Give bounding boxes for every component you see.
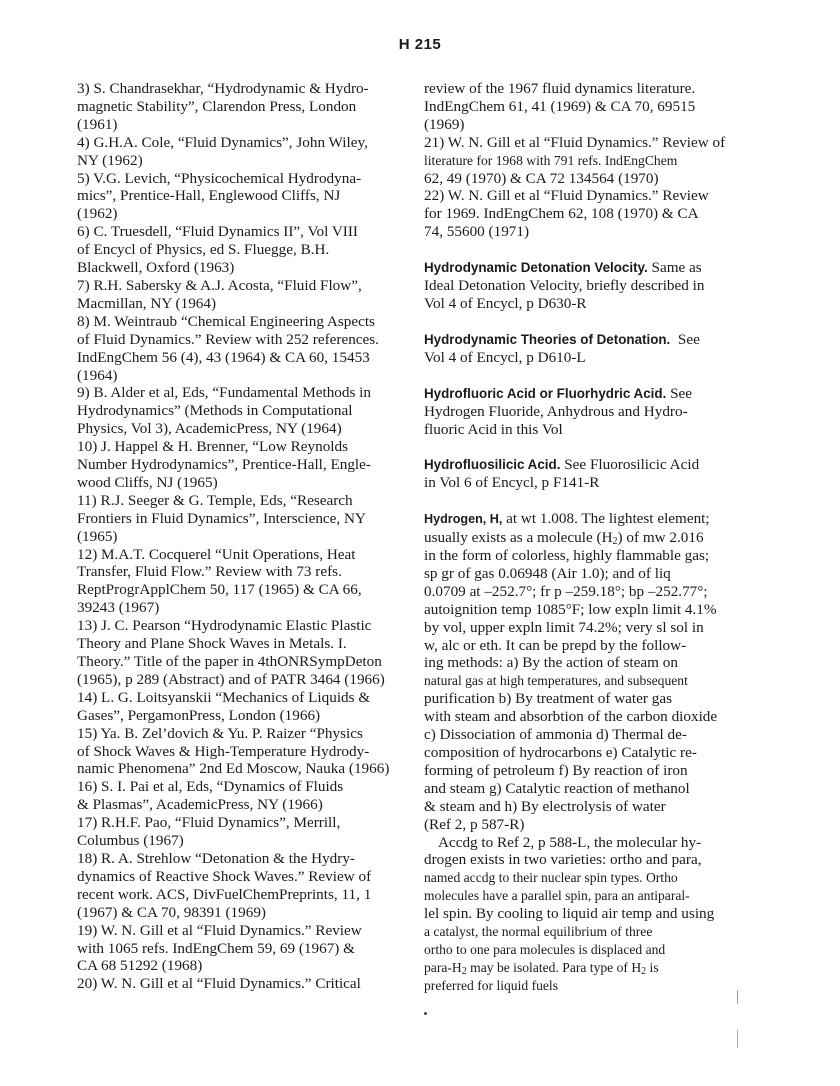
text-line: 6) C. Truesdell, “Fluid Dynamics II”, Vol VIII bbox=[77, 223, 358, 241]
text-line: 8) M. Weintraub “Chemical Engineering Aspects bbox=[77, 312, 375, 330]
text-line: 13) J. C. Pearson “Hydrodynamic Elastic Plastic bbox=[77, 617, 372, 635]
text-line: (1962) bbox=[77, 205, 118, 223]
text-line: at wt 1.008. The lightest element; bbox=[506, 510, 710, 528]
text-line: 74, 55600 (1971) bbox=[424, 223, 530, 241]
text-line: Hydrogen Fluoride, Anhydrous and Hydro- bbox=[424, 402, 688, 420]
reference-entry bbox=[77, 975, 412, 993]
text-line: 0.0709 at –252.7°; fr p –259.18°; bp –252.77°; bbox=[424, 582, 708, 600]
text-line: 12) M.A.T. Cocquerel “Unit Operations, Heat bbox=[77, 545, 356, 563]
text-line: composition of hydrocarbons e) Catalytic re- bbox=[424, 744, 697, 761]
text-line: Number Hydrodynamics”, Prentice-Hall, Engle- bbox=[77, 456, 371, 474]
text-line: 22) W. N. Gill et al “Fluid Dynamics.” Review bbox=[424, 187, 709, 205]
left-column bbox=[77, 80, 412, 993]
text-line: (1967) & CA 70, 98391 (1969) bbox=[77, 903, 266, 921]
text-line: in Vol 6 of Encycl, p F141-R bbox=[424, 474, 600, 492]
text-line: 15) Ya. B. Zel’dovich & Yu. P. Raizer “Physics bbox=[77, 724, 363, 742]
text-line: IndEngChem 61, 41 (1969) & CA 70, 69515 bbox=[424, 97, 696, 115]
text-line: lel spin. By cooling to liquid air temp and using bbox=[424, 905, 715, 923]
reference-22 bbox=[424, 187, 769, 241]
text-line: with 1065 refs. IndEngChem 59, 69 (1967) & bbox=[77, 939, 355, 957]
reference-20-continuation bbox=[424, 80, 769, 134]
text-line: in the form of colorless, highly flammable gas; bbox=[424, 547, 710, 565]
speck-mark bbox=[737, 990, 738, 1004]
text-line: magnetic Stability”, Clarendon Press, London bbox=[77, 97, 357, 115]
text-line: Macmillan, NY (1964) bbox=[77, 294, 217, 312]
entry-heading: Hydrofluoric Acid or Fluorhydric Acid. bbox=[424, 385, 667, 401]
reference-entry bbox=[77, 492, 412, 546]
reference-21 bbox=[424, 134, 769, 188]
text-line: for 1969. IndEngChem 62, 108 (1970) & CA bbox=[424, 205, 699, 223]
text-line: See bbox=[677, 330, 700, 348]
text-line: para-H bbox=[424, 959, 462, 975]
reference-entry bbox=[77, 617, 412, 689]
text-line: Vol 4 of Encycl, p D630-R bbox=[424, 294, 587, 312]
text-line: 4) G.H.A. Cole, “Fluid Dynamics”, John Wiley, bbox=[77, 133, 368, 151]
text-line: ortho to one para molecules is displaced and bbox=[424, 941, 666, 957]
reference-entry bbox=[77, 384, 412, 438]
text-line: ReptProgrApplChem 50, 117 (1965) & CA 66, bbox=[77, 581, 362, 599]
text-line: & steam and h) By electrolysis of water bbox=[424, 797, 666, 815]
text-line: Transfer, Fluid Flow.” Review with 73 refs. bbox=[77, 563, 342, 581]
text-line: 9) B. Alder et al, Eds, “Fundamental Methods in bbox=[77, 384, 371, 402]
text-line: may be isolated. Para type of H bbox=[466, 959, 642, 975]
text-line: Same as bbox=[651, 259, 702, 277]
text-line: ing methods: a) By the action of steam on bbox=[424, 654, 678, 672]
text-line: 11) R.J. Seeger & G. Temple, Eds, “Research bbox=[77, 491, 353, 509]
text-line: Columbus (1967) bbox=[77, 832, 184, 850]
reference-entry bbox=[77, 80, 412, 134]
text-line: Blackwell, Oxford (1963) bbox=[77, 259, 235, 277]
text-line: 5) V.G. Levich, “Physicochemical Hydrodyna- bbox=[77, 169, 362, 187]
text-line: 18) R. A. Strehlow “Detonation & the Hydry- bbox=[77, 849, 355, 867]
entry-hydrogen: Hydrogen, H, at wt 1.008. The lightest element; usually exists as a molecule $(H_2)$ of mw 2.016 in the form of colorless, highly flammable gas; sp gr of gas 0.06948 (Air 1.0); and of liq 0.0709 at –252.7°; fr p –259.18°; bp –252.77°; autoignition temp 1085°F; low expln limit 4.1% by vol, upper expln limit 74.2%; very sl sol in w, alc or eth. It can be prepd by the follow- ing methods: a) By the action of steam on natural gas at high temperatures, and subsequent purification b) By treatment of water gas with steam and absorbtion of the carbon dioxide c) Dissociation of ammonia d) Thermal de- composition of hydrocarbons e) Catalytic re- forming of petroleum f) By reaction of iron and steam g) Catalytic reaction of methanol & steam and h) By electrolysis of water (Ref 2, p 587-R) Accdg to Ref 2, p 588-L, the molecular hy- drogen exists in two varieties: ortho and para, named accdg to their nuclear spin types. Ortho molecules have a parallel spin, para an antiparal- lel spin. By cooling to liquid air temp and using a catalyst, the normal equilibrium of three ortho to one para molecules is displaced and para-$H_2$ may be isolated. Para type of $H_2$ is preferred for liquid fuels bbox=[424, 510, 769, 994]
text-line: See Fluorosilicic Acid bbox=[564, 456, 700, 474]
text-line: CA 68 51292 (1968) bbox=[77, 957, 203, 975]
entry-heading: Hydrofluosilicic Acid. bbox=[424, 457, 561, 473]
text-line: 3) S. Chandrasekhar, “Hydrodynamic & Hydro- bbox=[77, 80, 369, 97]
text-line: Gases”, PergamonPress, London (1966) bbox=[77, 706, 321, 724]
reference-entry bbox=[77, 134, 412, 170]
text-line: (1969) bbox=[424, 115, 465, 133]
text-line: and steam g) Catalytic reaction of methanol bbox=[424, 779, 690, 797]
text-line: sp gr of gas 0.06948 (Air 1.0); and of liq bbox=[424, 564, 671, 582]
text-line: Physics, Vol 3), AcademicPress, NY (1964) bbox=[77, 420, 342, 438]
text-line: Hydrodynamics” (Methods in Computational bbox=[77, 402, 353, 420]
reference-entry bbox=[77, 725, 412, 779]
text-line: of Shock Waves & High-Temperature Hydrody- bbox=[77, 742, 370, 760]
text-line: 10) J. Happel & H. Brenner, “Low Reynolds bbox=[77, 438, 349, 456]
text-line: forming of petroleum f) By reaction of iron bbox=[424, 761, 688, 779]
entry-theories-of-detonation bbox=[424, 331, 769, 367]
text-line: 7) R.H. Sabersky & A.J. Acosta, “Fluid Flow”, bbox=[77, 276, 362, 294]
reference-entry bbox=[77, 850, 412, 922]
subscript: 2 bbox=[461, 965, 467, 977]
text-line: (1964) bbox=[77, 366, 118, 384]
text-line: See bbox=[670, 384, 693, 402]
text-line: of Fluid Dynamics.” Review with 252 references. bbox=[77, 330, 379, 348]
entry-heading: Hydrodynamic Theories of Detonation. bbox=[424, 331, 671, 347]
text-line: IndEngChem 56 (4), 43 (1964) & CA 60, 15453 bbox=[77, 348, 370, 366]
text-line: (Ref 2, p 587-R) bbox=[424, 815, 525, 833]
text-line: 20) W. N. Gill et al “Fluid Dynamics.” Critical bbox=[77, 975, 361, 993]
entry-detonation-velocity bbox=[424, 259, 769, 313]
hydrogen-paragraph-2 bbox=[424, 834, 769, 959]
text-line: of Encycl of Physics, ed S. Fluegge, B.H. bbox=[77, 241, 330, 259]
text-line: named accdg to their nuclear spin types. Ortho bbox=[424, 870, 678, 886]
text-line: preferred for liquid fuels bbox=[424, 977, 558, 993]
text-line: by vol, upper expln limit 74.2%; very sl sol in bbox=[424, 618, 704, 636]
reference-entry bbox=[77, 170, 412, 224]
text-line: mics”, Prentice-Hall, Englewood Cliffs, NJ bbox=[77, 187, 341, 205]
entry-heading: Hydrogen, H, bbox=[424, 512, 503, 527]
text-line: NY (1962) bbox=[77, 151, 143, 169]
text-line: natural gas at high temperatures, and subsequent bbox=[424, 673, 688, 689]
page-header: H 215 bbox=[398, 36, 442, 53]
text-line: 17) R.H.F. Pao, “Fluid Dynamics”, Merrill, bbox=[77, 814, 341, 832]
text-line: wood Cliffs, NJ (1965) bbox=[77, 473, 218, 491]
text-line: 39243 (1967) bbox=[77, 599, 160, 617]
entry-hydrofluoric-acid bbox=[424, 385, 769, 439]
reference-entry bbox=[77, 546, 412, 618]
text-line: usually exists as a molecule (H bbox=[424, 529, 613, 547]
reference-entry bbox=[77, 313, 412, 385]
text-line: 19) W. N. Gill et al “Fluid Dynamics.” Review bbox=[77, 921, 362, 939]
text-line: Frontiers in Fluid Dynamics”, Interscience, NY bbox=[77, 509, 366, 527]
text-line: with steam and absorbtion of the carbon dioxide bbox=[424, 708, 718, 726]
subscript: 2 bbox=[641, 965, 647, 977]
text-line: ) of mw 2.016 bbox=[617, 529, 704, 547]
text-line: Ideal Detonation Velocity, briefly described in bbox=[424, 277, 705, 295]
text-line: 16) S. I. Pai et al, Eds, “Dynamics of Fluids bbox=[77, 778, 344, 796]
text-line: (1965), p 289 (Abstract) and of PATR 3464 (1966) bbox=[77, 670, 385, 688]
text-line: 21) W. N. Gill et al “Fluid Dynamics.” Review of bbox=[424, 133, 726, 151]
text-line: autoignition temp 1085°F; low expln limit 4.1% bbox=[424, 600, 717, 618]
reference-entry bbox=[77, 922, 412, 976]
text-line: (1961) bbox=[77, 115, 118, 133]
reference-entry bbox=[77, 277, 412, 313]
text-line: 62, 49 (1970) & CA 72 134564 (1970) bbox=[424, 169, 659, 187]
text-line: molecules have a parallel spin, para an antiparal- bbox=[424, 888, 690, 904]
text-line: Theory and Plane Shock Waves in Metals. I. bbox=[77, 635, 347, 653]
speck-mark bbox=[424, 1012, 427, 1015]
text-line: review of the 1967 fluid dynamics literature. bbox=[424, 80, 696, 97]
text-line: purification b) By treatment of water gas bbox=[424, 690, 672, 708]
text-line: 14) L. G. Loitsyanskii “Mechanics of Liquids & bbox=[77, 688, 371, 706]
reference-entry bbox=[77, 438, 412, 492]
text-line: literature for 1968 with 791 refs. IndEngChem bbox=[424, 152, 678, 168]
speck-mark bbox=[737, 1030, 738, 1048]
text-line: Vol 4 of Encycl, p D610-L bbox=[424, 348, 586, 366]
reference-entry bbox=[77, 814, 412, 850]
text-line: w, alc or eth. It can be prepd by the follow- bbox=[424, 636, 687, 654]
entry-hydrofluosilicic-acid bbox=[424, 456, 769, 492]
text-line: recent work. ACS, DivFuelChemPreprints, 11, 1 bbox=[77, 885, 372, 903]
reference-entry bbox=[77, 778, 412, 814]
text-line: Accdg to Ref 2, p 588-L, the molecular hy- bbox=[438, 833, 702, 851]
subscript: 2 bbox=[612, 536, 618, 548]
text-line: fluoric Acid in this Vol bbox=[424, 420, 563, 438]
entry-heading: Hydrodynamic Detonation Velocity. bbox=[424, 260, 648, 276]
text-line: drogen exists in two varieties: ortho and para, bbox=[424, 851, 702, 869]
text-line: namic Phenomena” 2nd Ed Moscow, Nauka (1966) bbox=[77, 760, 390, 778]
reference-entry bbox=[77, 223, 412, 277]
text-line: a catalyst, the normal equilibrium of three bbox=[424, 924, 653, 940]
text-line: & Plasmas”, AcademicPress, NY (1966) bbox=[77, 796, 323, 814]
hydrogen-body bbox=[424, 547, 769, 834]
right-column bbox=[424, 80, 769, 995]
text-line: (1965) bbox=[77, 527, 118, 545]
reference-entry bbox=[77, 689, 412, 725]
text-line: c) Dissociation of ammonia d) Thermal de- bbox=[424, 726, 687, 744]
text-line: dynamics of Reactive Shock Waves.” Review of bbox=[77, 867, 372, 885]
text-line: Theory.” Title of the paper in 4thONRSympDeton bbox=[77, 653, 382, 670]
